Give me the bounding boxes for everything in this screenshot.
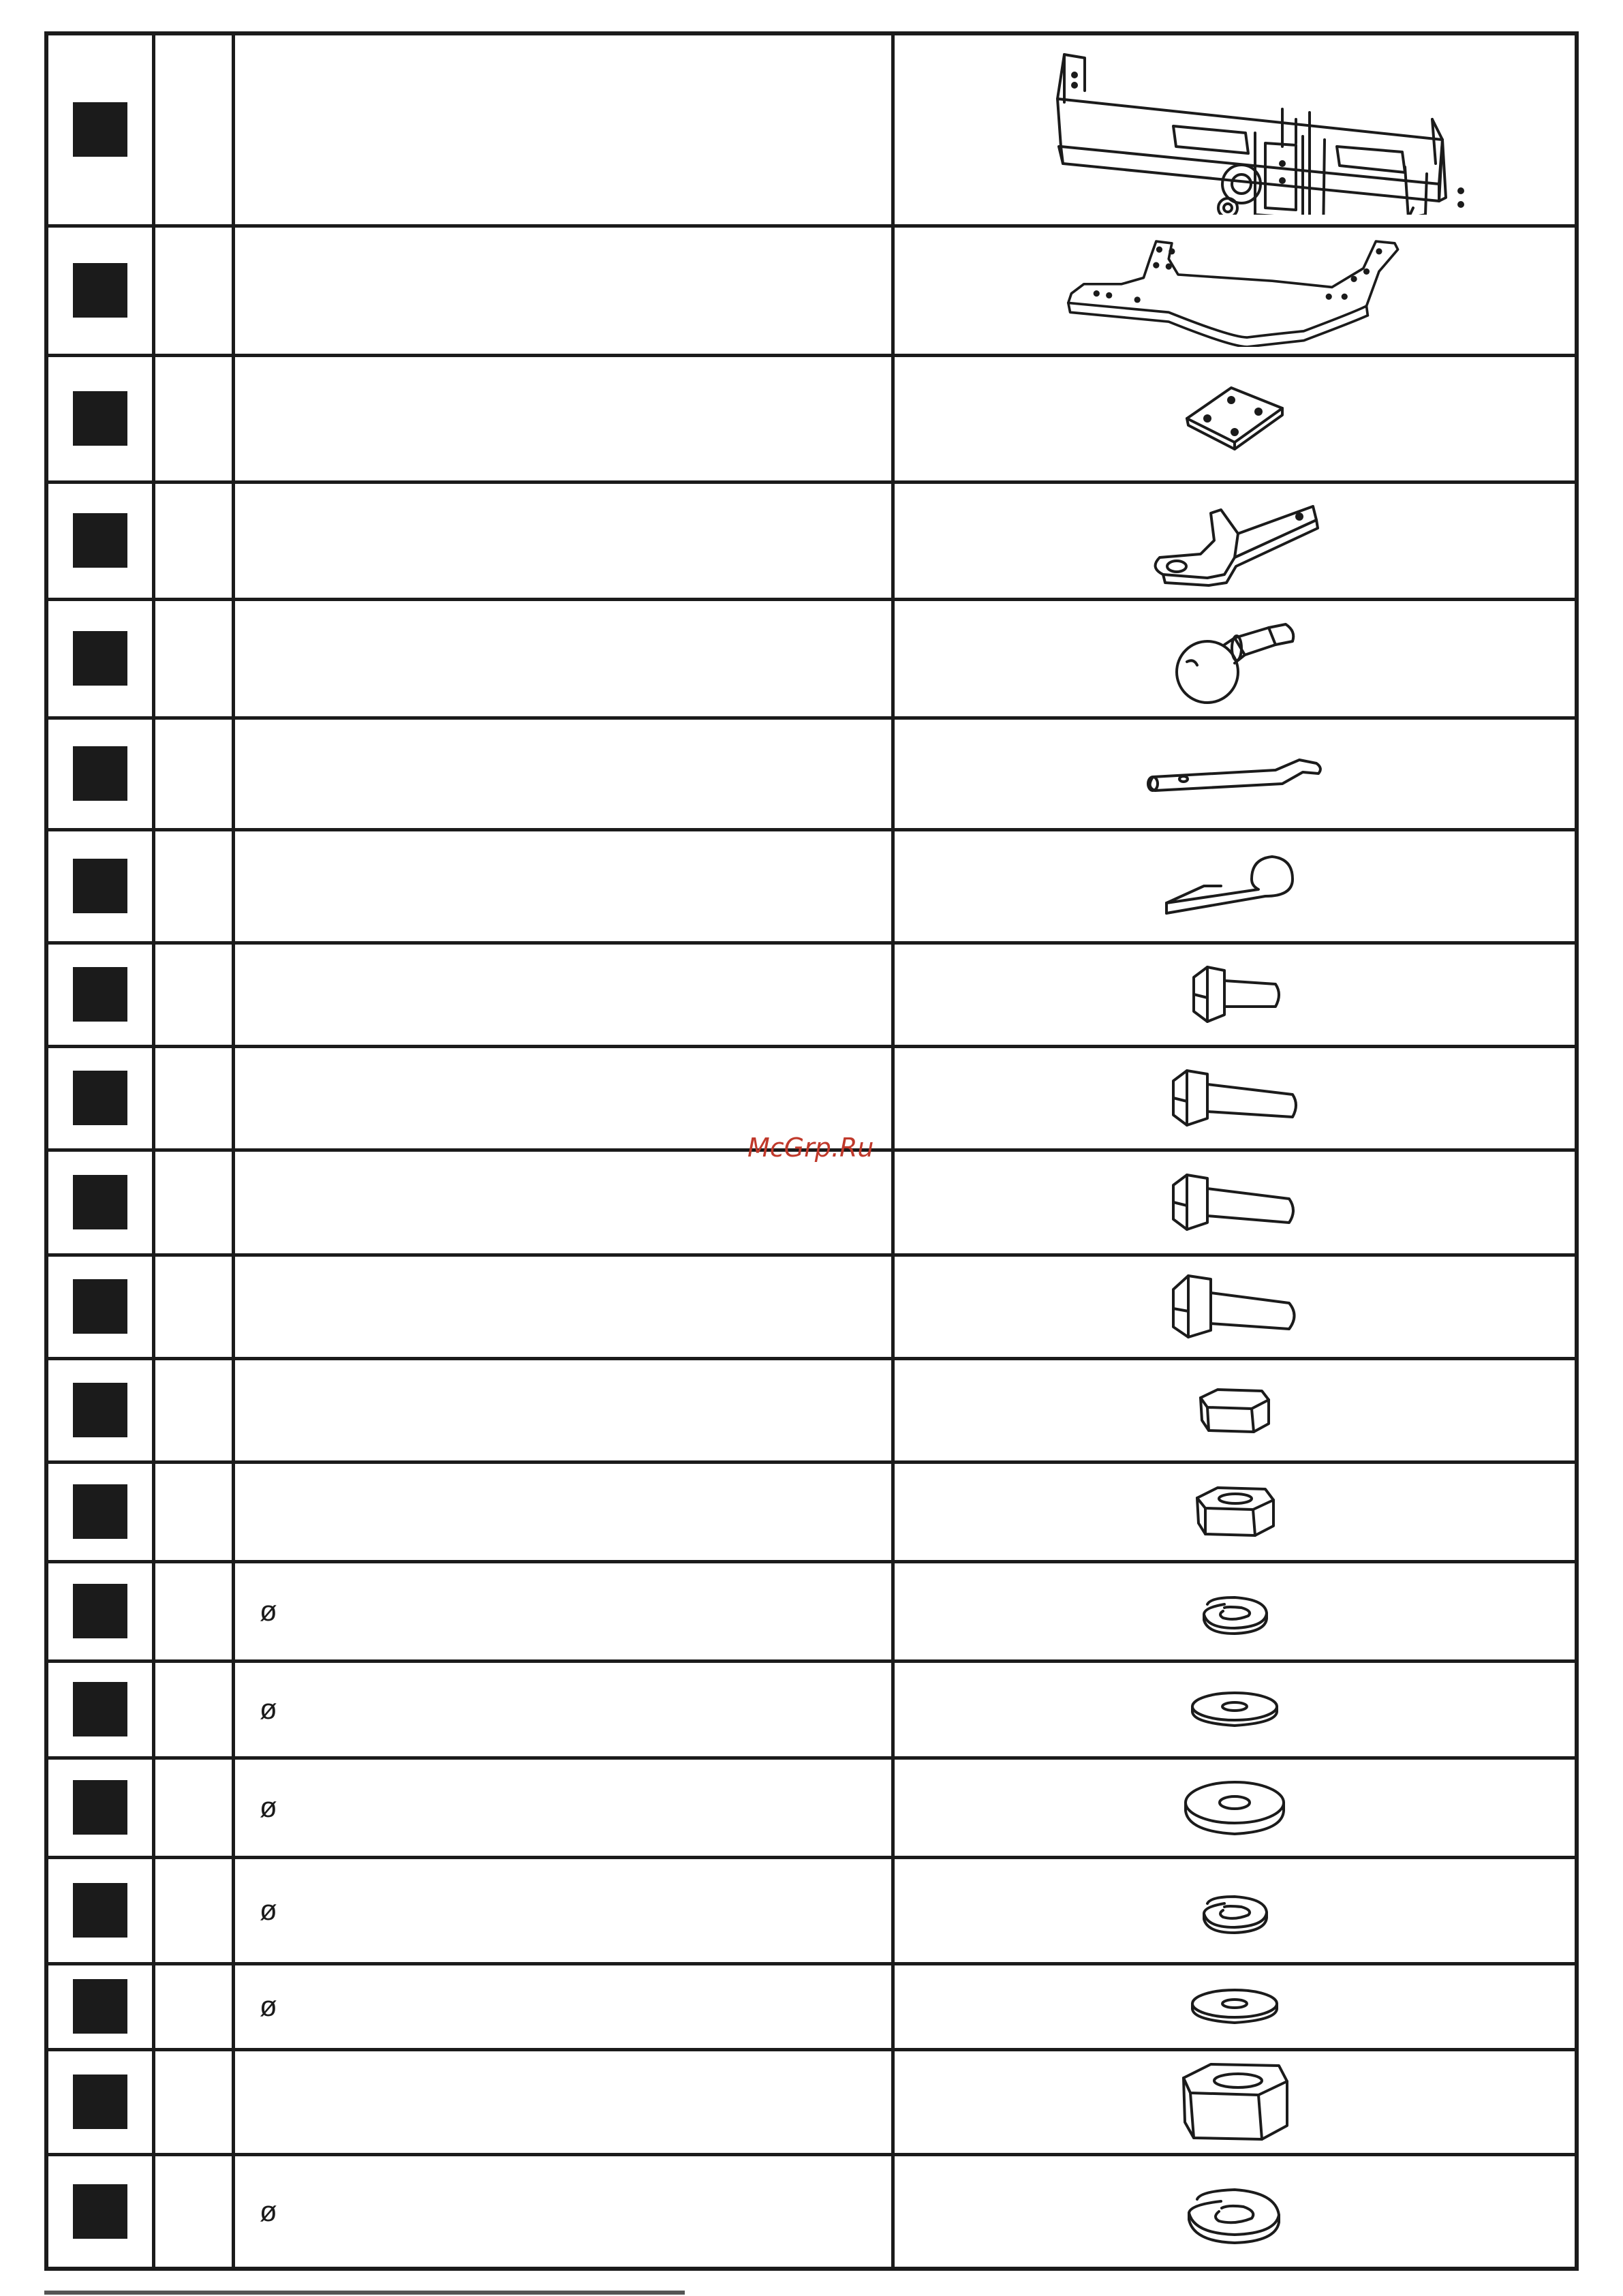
- part-number-marker: [73, 1584, 127, 1638]
- part-image-cell: [893, 1255, 1577, 1358]
- part-image-cell: [893, 482, 1577, 599]
- quantity-cell: [154, 482, 234, 599]
- description-cell: [234, 1857, 893, 1963]
- part-number-cell: [46, 599, 154, 718]
- small-nut-icon: [1194, 1383, 1276, 1437]
- part-image-cell: [893, 33, 1577, 226]
- part-image-cell: [893, 1358, 1577, 1462]
- quantity-cell: [154, 2049, 234, 2154]
- table-row: [46, 829, 1577, 943]
- table-row: [46, 33, 1577, 226]
- quantity-cell: [154, 1358, 234, 1462]
- quantity-cell: [154, 599, 234, 718]
- description-cell: [234, 33, 893, 226]
- part-number-cell: [46, 1661, 154, 1758]
- part-number-cell: [46, 1150, 154, 1255]
- table-row: [46, 355, 1577, 482]
- part-number-cell: [46, 33, 154, 226]
- diameter-symbol: ø: [260, 2194, 277, 2227]
- diameter-symbol: ø: [260, 1791, 277, 1823]
- hitch-pin-icon: [1143, 746, 1327, 801]
- part-number-cell: [46, 1255, 154, 1358]
- part-image-cell: [893, 1857, 1577, 1963]
- medium-nut-icon: [1190, 1481, 1279, 1542]
- description-cell: [234, 482, 893, 599]
- table-row: [46, 1661, 1577, 1758]
- large-flat-washer-icon: [1180, 1777, 1289, 1838]
- part-number-marker: [73, 746, 127, 801]
- table-row: [46, 718, 1577, 829]
- table-row: [46, 599, 1577, 718]
- quantity-cell: [154, 355, 234, 482]
- part-number-cell: [46, 1462, 154, 1561]
- tow-bar-crossbeam-icon: [996, 44, 1473, 215]
- diameter-symbol: ø: [260, 1990, 277, 2022]
- table-row: [46, 1963, 1577, 2049]
- description-cell: [234, 599, 893, 718]
- table-row: [46, 1255, 1577, 1358]
- table-row: [46, 2154, 1577, 2269]
- description-cell: [234, 2154, 893, 2269]
- description-cell: [234, 2049, 893, 2154]
- quantity-cell: [154, 1661, 234, 1758]
- spring-washer-icon: [1190, 1886, 1279, 1934]
- table-row: [46, 482, 1577, 599]
- part-number-marker: [73, 1979, 127, 2034]
- description-cell: [234, 1963, 893, 2049]
- part-number-marker: [73, 2184, 127, 2239]
- part-image-cell: [893, 1462, 1577, 1561]
- quantity-cell: [154, 226, 234, 355]
- description-cell: [234, 1358, 893, 1462]
- part-number-marker: [73, 631, 127, 686]
- part-number-marker: [73, 263, 127, 318]
- large-spring-washer-icon: [1177, 2177, 1293, 2246]
- part-number-cell: [46, 482, 154, 599]
- quantity-cell: [154, 1046, 234, 1150]
- part-number-marker: [73, 1071, 127, 1125]
- medium-bolt-icon: [1166, 1064, 1303, 1132]
- part-number-marker: [73, 1279, 127, 1334]
- part-image-cell: [893, 1758, 1577, 1857]
- reinforcement-plate-icon: [1180, 381, 1289, 456]
- table-row: [46, 1150, 1577, 1255]
- part-number-cell: [46, 1758, 154, 1857]
- part-number-cell: [46, 829, 154, 943]
- part-number-marker: [73, 1484, 127, 1539]
- part-image-cell: [893, 2154, 1577, 2269]
- quantity-cell: [154, 33, 234, 226]
- part-number-marker: [73, 1780, 127, 1835]
- part-number-marker: [73, 1175, 127, 1229]
- part-number-cell: [46, 1358, 154, 1462]
- flat-washer-icon: [1187, 1689, 1282, 1730]
- part-number-cell: [46, 1561, 154, 1661]
- description-cell: [234, 718, 893, 829]
- part-image-cell: [893, 355, 1577, 482]
- description-cell: [234, 943, 893, 1046]
- table-row: [46, 1857, 1577, 1963]
- part-number-marker: [73, 513, 127, 568]
- part-number-marker: [73, 967, 127, 1022]
- part-image-cell: [893, 943, 1577, 1046]
- quantity-cell: [154, 1561, 234, 1661]
- table-row: [46, 1758, 1577, 1857]
- description-cell: [234, 355, 893, 482]
- r-clip-icon: [1156, 848, 1313, 923]
- description-cell: [234, 1255, 893, 1358]
- description-cell: [234, 1758, 893, 1857]
- part-number-marker: [73, 102, 127, 157]
- table-row: [46, 2049, 1577, 2154]
- part-number-cell: [46, 943, 154, 1046]
- part-image-cell: [893, 1046, 1577, 1150]
- part-image-cell: [893, 226, 1577, 355]
- description-cell: [234, 1661, 893, 1758]
- watermark: McGrp.Ru: [747, 1133, 874, 1163]
- part-number-cell: [46, 1857, 154, 1963]
- description-cell: [234, 829, 893, 943]
- quantity-cell: [154, 1462, 234, 1561]
- part-image-cell: [893, 718, 1577, 829]
- long-bolt-icon: [1166, 1168, 1303, 1236]
- flat-washer-icon: [1187, 1986, 1282, 2027]
- quantity-cell: [154, 1857, 234, 1963]
- large-bolt-icon: [1166, 1269, 1303, 1344]
- part-number-marker: [73, 1682, 127, 1736]
- bottom-rule: [44, 2291, 685, 2295]
- part-image-cell: [893, 2049, 1577, 2154]
- diameter-symbol: ø: [260, 1894, 277, 1926]
- part-number-cell: [46, 2049, 154, 2154]
- part-image-cell: [893, 1150, 1577, 1255]
- part-number-marker: [73, 391, 127, 446]
- tow-ball-icon: [1166, 607, 1303, 709]
- table-row: [46, 943, 1577, 1046]
- description-cell: [234, 1462, 893, 1561]
- table-row: [46, 1462, 1577, 1561]
- quantity-cell: [154, 829, 234, 943]
- part-number-marker: [73, 2075, 127, 2129]
- quantity-cell: [154, 1255, 234, 1358]
- large-nut-icon: [1177, 2057, 1293, 2146]
- part-image-cell: [893, 829, 1577, 943]
- diameter-symbol: ø: [260, 1693, 277, 1725]
- quantity-cell: [154, 1150, 234, 1255]
- part-number-cell: [46, 1046, 154, 1150]
- part-image-cell: [893, 599, 1577, 718]
- part-number-marker: [73, 859, 127, 913]
- part-number-cell: [46, 718, 154, 829]
- part-image-cell: [893, 1661, 1577, 1758]
- part-number-cell: [46, 1963, 154, 2049]
- quantity-cell: [154, 1963, 234, 2049]
- table-row: [46, 226, 1577, 355]
- description-cell: [234, 1150, 893, 1255]
- part-image-cell: [893, 1963, 1577, 2049]
- table-row: [46, 1561, 1577, 1661]
- table-row: [46, 1358, 1577, 1462]
- quantity-cell: [154, 1758, 234, 1857]
- spring-washer-icon: [1190, 1587, 1279, 1635]
- short-bolt-icon: [1187, 960, 1282, 1028]
- part-number-cell: [46, 355, 154, 482]
- quantity-cell: [154, 718, 234, 829]
- diameter-symbol: ø: [260, 1595, 277, 1627]
- part-number-cell: [46, 226, 154, 355]
- part-number-marker: [73, 1383, 127, 1437]
- part-number-cell: [46, 2154, 154, 2269]
- ball-mount-shank-icon: [1146, 493, 1323, 588]
- description-cell: [234, 226, 893, 355]
- part-number-marker: [73, 1883, 127, 1938]
- quantity-cell: [154, 2154, 234, 2269]
- mounting-bracket-icon: [1059, 234, 1410, 347]
- part-image-cell: [893, 1561, 1577, 1661]
- quantity-cell: [154, 943, 234, 1046]
- description-cell: [234, 1561, 893, 1661]
